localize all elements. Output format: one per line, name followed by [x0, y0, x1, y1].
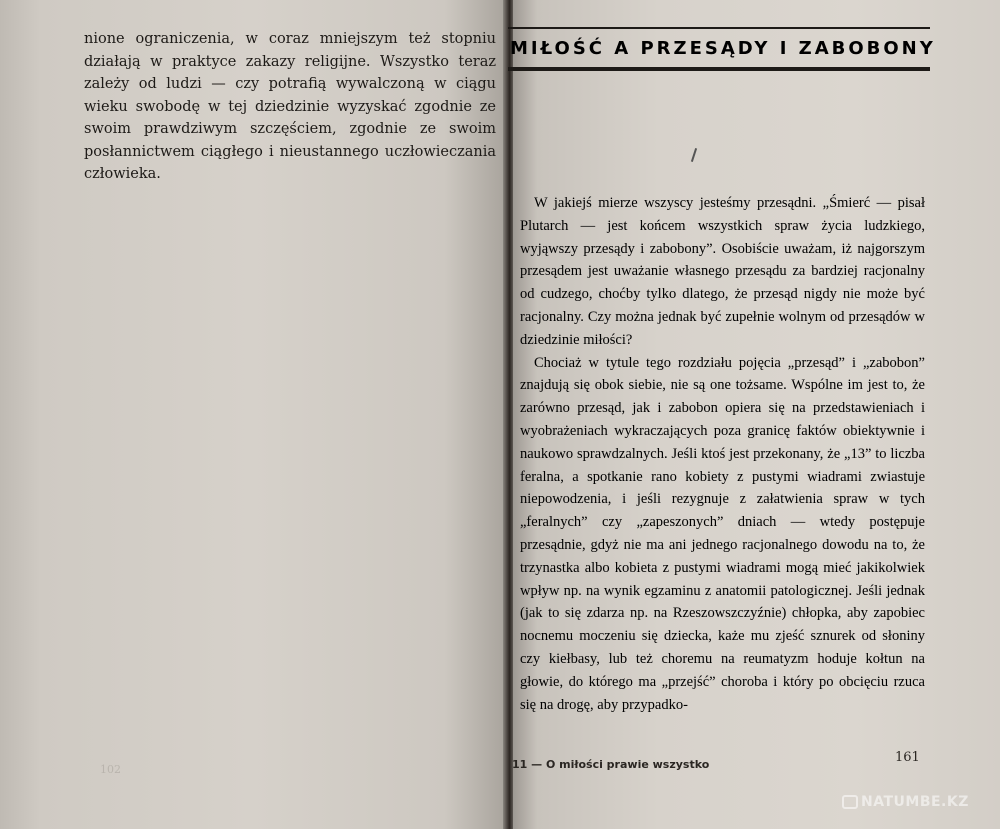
chapter-title: MIŁOŚĆ A PRZESĄDY I ZABOBONY	[510, 38, 936, 59]
watermark	[842, 794, 969, 810]
paragraph-1: W jakiejś mierze wszyscy jesteśmy przesądni. „Śmierć — pisał Plutarch — jest końcem wszystkich spraw życia ludzkiego, wyjąwszy przesądy i zabobony”. Osobiście uważam, iż najgorszym przesądem jest uważanie własnego przesądu za bardziej racjonalny od cudzego, choćby tylko dlatego, że przesąd nigdy nie może być racjonalny. Czy można jednak być zupełnie wolnym od przesądów w dziedzinie miłości?	[520, 195, 925, 348]
page-number: 161	[895, 750, 920, 765]
left-page-text	[84, 28, 496, 186]
left-page-folio: 102	[100, 763, 121, 776]
running-footer: 11 — O miłości prawie wszystko	[512, 758, 710, 771]
paragraph-2: Chociaż w tytule tego rozdziału pojęcia „przesąd” i „zabobon” znajdują się obok siebie, nie są one tożsame. Wspólne im jest to, że zarówno przesąd, jak i zabobon opiera się na przedstawieniach i wyobrażeniach wykraczających poza granicę faktów obiektywnie i naukowo sprawdzalnych. Jeśli ktoś jest przekonany, że „13” to liczba feralna, a spotkanie rano kobiety z pustymi wiadrami zwiastuje niepowodzenia, i jeśli rezygnuje z załatwienia spraw w tych „feralnych” czy „zapeszonych” dniach — wtedy postępuje przesądnie, gdyż nie ma ani jednego racjonalnego dowodu na to, że trzynastka albo kobieta z pustymi wiadrami mogą mieć jakikolwiek wpływ np. na wynik egzaminu z anatomii patologicznej. Jeśli jednak (jak to się zdarza np. na Rzeszowszczyźnie) chłopka, aby zapobiec nocnemu moczeniu się dziecka, każe mu zjeść sznurek od słoniny czy kiełbasy, lub też choremu na reumatyzm hoduje kołtun na głowie, do którego ma „przejść” choroba i który po obcięciu rzuca się na drogę, aby przypadko-	[520, 354, 925, 713]
watermark-logo-icon	[842, 795, 858, 809]
watermark-text: NATUMBE.KZ	[861, 794, 969, 810]
right-page-text	[520, 192, 925, 716]
left-paragraph: nione ograniczenia, w coraz mniejszym też stopniu działają w praktyce zakazy religijne. Wszystko teraz zależy od ludzi — czy potrafią wywalczoną w ciągu wieku swobodę w tej dziedzinie wyzyskać zgodnie ze swoim prawdziwym szczęściem, zgodnie ze swoim posłannictwem ciągłego i nieustannego uczłowieczania człowieka.	[84, 31, 496, 182]
chapter-heading	[508, 27, 936, 71]
heading-bottom-rule	[508, 67, 930, 71]
